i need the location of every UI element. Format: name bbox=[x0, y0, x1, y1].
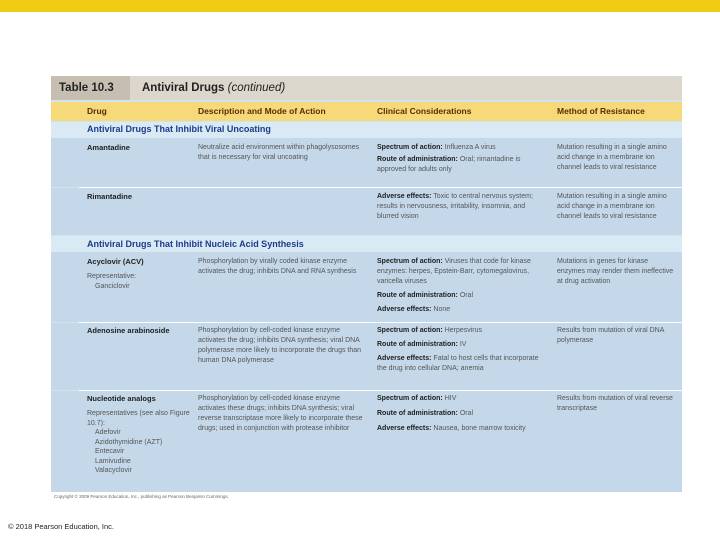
clinical-line: Spectrum of action: HIV bbox=[377, 395, 457, 402]
column-header-resistance: Method of Resistance bbox=[557, 106, 645, 116]
clinical-line: Adverse effects: Nausea, bone marrow toxicity bbox=[377, 425, 526, 432]
table-row-nucleotide-analogs bbox=[51, 391, 682, 492]
drug-name: Rimantadine bbox=[87, 192, 133, 201]
column-header-description: Description and Mode of Action bbox=[198, 106, 326, 116]
drug-name: Amantadine bbox=[87, 143, 130, 152]
table-title bbox=[142, 76, 285, 100]
column-header-drug: Drug bbox=[87, 106, 107, 116]
table-title-note: (continued) bbox=[227, 82, 286, 94]
resistance-cell: Mutation resulting in a single amino acid change in a membrane ion channel leads to viral resistance bbox=[557, 193, 667, 220]
representatives-label: Representative: bbox=[87, 273, 137, 280]
clinical-line: Route of administration: IV bbox=[377, 341, 467, 348]
section-title: Antiviral Drugs That Inhibit Viral Uncoating bbox=[87, 124, 271, 134]
drug-name: Nucleotide analogs bbox=[87, 394, 156, 403]
clinical-line: Adverse effects: Fatal to host cells that incorporate the drug into cellular DNA; anemia bbox=[377, 355, 539, 372]
resistance-cell: Mutations in genes for kinase enzymes may render them ineffective at drug activation bbox=[557, 258, 674, 285]
resistance-cell: Mutation resulting in a single amino acid change in a membrane ion channel leads to viral resistance bbox=[557, 144, 667, 171]
clinical-line: Spectrum of action: Influenza A virus bbox=[377, 144, 496, 151]
clinical-cell bbox=[377, 192, 543, 222]
representative-item: Adefovir bbox=[95, 429, 121, 436]
description-cell: Phosphorylation by cell-coded kinase enzyme activates these drugs; inhibits DNA synthesis; viral reverse transcriptase more likely to incorporate these drugs; used in conjunction with protease inhibitor bbox=[198, 395, 363, 432]
clinical-line: Adverse effects: Toxic to central nervous system; results in nervousness, irritability, insomnia, and blurred vision bbox=[377, 193, 533, 220]
table-title-row bbox=[51, 76, 682, 100]
table-row-adenosine-arabinoside bbox=[51, 323, 682, 390]
description-cell: Phosphorylation by cell-coded kinase enzyme activates the drug; inhibits DNA synthesis; viral DNA polymerase more likely to incorporate the drugs than human DNA polymerase bbox=[198, 327, 362, 364]
table-row-acyclovir bbox=[51, 252, 682, 322]
column-header-row bbox=[51, 102, 682, 121]
clinical-cell bbox=[377, 143, 543, 175]
representatives bbox=[87, 409, 191, 476]
clinical-line: Route of administration: Oral; rimantadine is approved for adults only bbox=[377, 156, 521, 173]
drug-name: Acyclovir (ACV) bbox=[87, 257, 144, 266]
clinical-cell bbox=[377, 394, 543, 434]
section-heading-nucleic-acid bbox=[51, 236, 682, 252]
clinical-line: Route of administration: Oral bbox=[377, 410, 474, 417]
clinical-cell bbox=[377, 326, 543, 374]
table-frame bbox=[51, 76, 682, 492]
slide-copyright: © 2018 Pearson Education, Inc. bbox=[8, 522, 115, 531]
table-number: Table 10.3 bbox=[51, 76, 130, 100]
representative-item: Valacyclovir bbox=[95, 467, 132, 474]
section-heading-uncoating bbox=[51, 122, 682, 138]
clinical-line: Spectrum of action: Viruses that code for kinase enzymes: herpes, Epstein-Barr, cytomegalovirus, varicella viruses bbox=[377, 258, 531, 285]
figure-copyright: Copyright © 2009 Pearson Education, Inc., publishing as Pearson Benjamin Cummings. bbox=[54, 494, 229, 499]
clinical-line: Adverse effects: None bbox=[377, 306, 451, 313]
clinical-cell bbox=[377, 257, 543, 315]
representative-item: Entecavir bbox=[95, 448, 125, 455]
clinical-line: Spectrum of action: Herpesvirus bbox=[377, 327, 483, 334]
table-row-rimantadine bbox=[51, 188, 682, 235]
column-header-clinical: Clinical Considerations bbox=[377, 106, 472, 116]
representative-item: Ganciclovir bbox=[95, 282, 130, 290]
resistance-cell: Results from mutation of viral DNA polymerase bbox=[557, 327, 664, 344]
table-title-text: Antiviral Drugs bbox=[142, 82, 225, 94]
representative-item: Azidothymidine (AZT) bbox=[95, 438, 163, 446]
description-cell: Neutralize acid environment within phagolysosomes that is necessary for viral uncoating bbox=[198, 144, 360, 161]
top-accent-bar bbox=[0, 0, 720, 12]
clinical-line: Route of administration: Oral bbox=[377, 292, 474, 299]
resistance-cell: Results from mutation of viral reverse transcriptase bbox=[557, 395, 673, 412]
description-cell: Phosphorylation by virally coded kinase enzyme activates the drug; inhibits DNA and RNA synthesis bbox=[198, 258, 357, 275]
drug-name: Adenosine arabinoside bbox=[87, 326, 170, 335]
representatives bbox=[87, 272, 187, 291]
representatives-label: Representatives (see also Figure 10.7): bbox=[87, 410, 190, 427]
representative-item: Lamivudine bbox=[95, 457, 131, 465]
section-title: Antiviral Drugs That Inhibit Nucleic Acid Synthesis bbox=[87, 239, 304, 249]
table-row-amantadine bbox=[51, 138, 682, 187]
